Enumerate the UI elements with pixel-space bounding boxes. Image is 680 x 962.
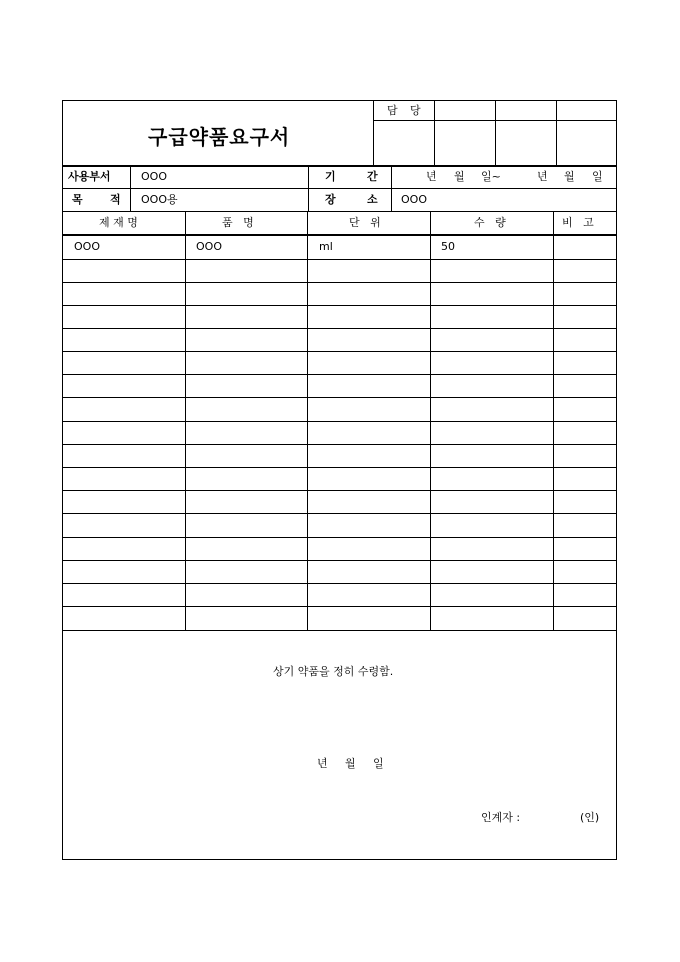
period-label: 기 bbox=[325, 170, 336, 183]
row-divider bbox=[63, 259, 616, 260]
signer-label: 인계자 : bbox=[481, 811, 521, 824]
period-value: 일 bbox=[592, 170, 603, 183]
row-divider bbox=[63, 397, 616, 398]
purpose-value: OOO용 bbox=[141, 193, 178, 206]
divider bbox=[130, 166, 131, 211]
period-value: 년 bbox=[537, 170, 548, 183]
row-divider bbox=[63, 513, 616, 514]
period-value: 년 bbox=[426, 170, 437, 183]
row-divider bbox=[63, 606, 616, 607]
period-value: 월 bbox=[564, 170, 575, 183]
requisition-form bbox=[62, 100, 617, 860]
place-label: 장 bbox=[325, 193, 336, 206]
period-label: 간 bbox=[367, 170, 378, 183]
receipt-statement: 상기 약품을 정히 수령함. bbox=[273, 665, 394, 678]
table-cell: OOO bbox=[196, 240, 222, 253]
divider bbox=[63, 234, 616, 236]
table-cell: OOO bbox=[74, 240, 100, 253]
row-divider bbox=[63, 328, 616, 329]
dept-label: 사용부서 bbox=[68, 170, 111, 183]
dept-value: OOO bbox=[141, 170, 167, 183]
row-divider bbox=[63, 421, 616, 422]
column-header: 수 량 bbox=[474, 216, 506, 229]
seal-label: (인) bbox=[580, 811, 600, 824]
divider bbox=[391, 166, 392, 211]
date-label: 년 bbox=[317, 757, 328, 770]
purpose-label: 목 bbox=[72, 193, 83, 206]
column-header: 제 재 명 bbox=[99, 216, 138, 229]
approval-divider bbox=[556, 101, 557, 165]
place-value: OOO bbox=[401, 193, 427, 206]
period-value: 일~ bbox=[481, 170, 501, 183]
row-divider bbox=[63, 467, 616, 468]
divider bbox=[308, 166, 309, 211]
approval-label: 당 bbox=[410, 104, 421, 117]
row-divider bbox=[63, 282, 616, 283]
date-label: 월 bbox=[345, 757, 356, 770]
divider bbox=[63, 188, 616, 189]
row-divider bbox=[63, 444, 616, 445]
purpose-label: 적 bbox=[110, 193, 121, 206]
approval-divider bbox=[373, 101, 374, 165]
row-divider bbox=[63, 537, 616, 538]
approval-label: 담 bbox=[387, 104, 398, 117]
divider bbox=[63, 165, 616, 167]
column-header: 비 고 bbox=[562, 216, 594, 229]
place-label: 소 bbox=[367, 193, 378, 206]
approval-divider bbox=[373, 120, 616, 121]
date-label: 일 bbox=[373, 757, 384, 770]
approval-divider bbox=[495, 101, 496, 165]
column-header: 단 위 bbox=[349, 216, 381, 229]
table-cell: ml bbox=[319, 240, 333, 253]
approval-divider bbox=[434, 101, 435, 165]
divider bbox=[63, 211, 616, 212]
row-divider bbox=[63, 305, 616, 306]
row-divider bbox=[63, 630, 616, 631]
form-title: 구급약품요구서 bbox=[148, 125, 291, 149]
row-divider bbox=[63, 490, 616, 491]
row-divider bbox=[63, 560, 616, 561]
period-value: 월 bbox=[454, 170, 465, 183]
row-divider bbox=[63, 374, 616, 375]
column-header: 품 명 bbox=[222, 216, 254, 229]
row-divider bbox=[63, 351, 616, 352]
table-cell: 50 bbox=[441, 240, 455, 253]
row-divider bbox=[63, 583, 616, 584]
